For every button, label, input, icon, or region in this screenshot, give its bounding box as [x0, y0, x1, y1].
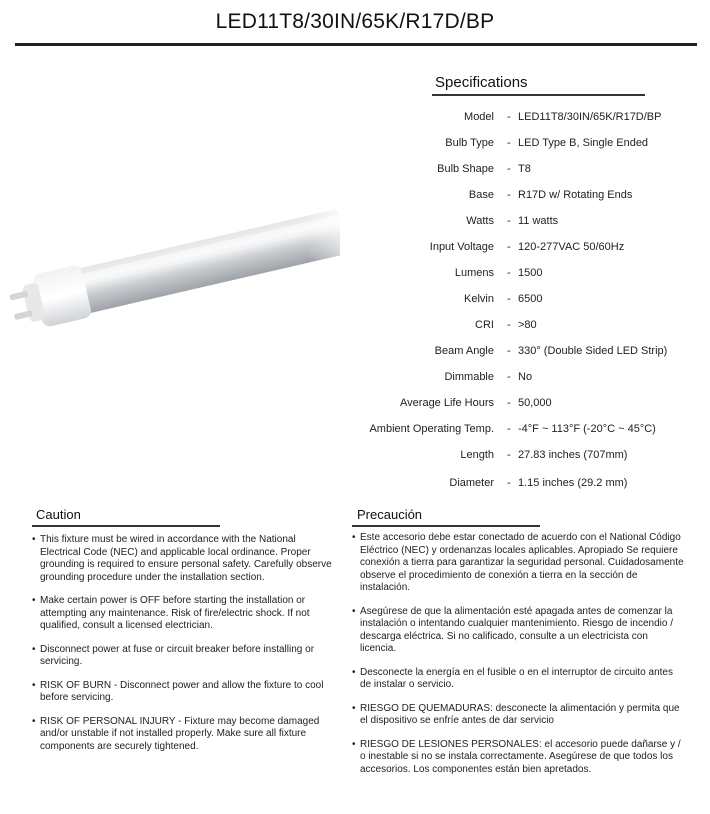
bullet-glyph: • — [32, 643, 36, 655]
spec-value: LED11T8/30IN/65K/R17D/BP — [518, 111, 662, 123]
caution-list — [34, 534, 334, 753]
spec-dash: - — [507, 111, 511, 123]
spec-row-input-voltage — [350, 238, 700, 256]
spec-label: Kelvin — [464, 293, 494, 305]
bullet-glyph: • — [352, 605, 356, 617]
spec-row-average-life-hours — [350, 394, 700, 412]
spec-dash: - — [507, 267, 511, 279]
led-tube-image — [0, 190, 340, 350]
list-item — [354, 532, 684, 595]
spec-row-length — [350, 446, 700, 464]
caution-divider — [32, 525, 220, 527]
led-tube-illustration — [0, 190, 340, 350]
spec-label: Lumens — [454, 267, 494, 279]
spec-value: R17D w/ Rotating Ends — [518, 189, 633, 201]
spec-dash: - — [507, 163, 511, 175]
spec-dash: - — [507, 477, 511, 489]
caution-text: Make certain power is OFF before starting the installation or attempting any maintenance. Risk of fire/electric shock. If not qualified, consult a licensed electrician. — [40, 595, 310, 631]
spec-value: 120-277VAC 50/60Hz — [518, 241, 625, 253]
caution-text: RISK OF BURN - Disconnect power and allow the fixture to cool before servicing. — [40, 679, 324, 703]
precaucion-text: Este accesorio debe estar conectado de acuerdo con el National Código Eléctrico (NEC) y ordenanzas locales aplicables. Apropiado Se requiere conexión a tierra para garantizar la seguridad personal. Cuidadosamente observe el procedimiento de conexión a tierra en la sección de instalación. — [360, 532, 684, 593]
caution-text: Disconnect power at fuse or circuit breaker before installing or servicing. — [40, 643, 315, 667]
precaucion-text: RIESGO DE QUEMADURAS: desconecte la alimentación y permita que el dispositivo se enfríe antes de dar servicio — [360, 702, 680, 726]
list-item — [354, 703, 684, 728]
spec-label: Base — [468, 189, 494, 201]
spec-value: 1500 — [518, 267, 543, 279]
bullet-glyph: • — [32, 534, 36, 545]
specifications-heading: Specifications — [435, 74, 528, 91]
spec-label: Length — [460, 449, 494, 461]
spec-dash: - — [507, 189, 511, 201]
caution-text: RISK OF PERSONAL INJURY - Fixture may become damaged and/or unstable if not installed properly. Make sure all fixture components are securely tightened. — [40, 715, 320, 752]
spec-value: 50,000 — [518, 397, 552, 409]
precaucion-text: RIESGO DE LESIONES PERSONALES: el accesorio puede dañarse y / o inestable si no se instala correctamente. Asegúrese de que todos los accesorios. Los componentes están bien apretados. — [360, 738, 681, 775]
spec-label: Bulb Type — [445, 137, 494, 149]
spec-row-lumens — [350, 264, 700, 282]
spec-value: T8 — [518, 163, 531, 175]
spec-value: 330° (Double Sided LED Strip) — [518, 345, 668, 357]
spec-row-kelvin — [350, 290, 700, 308]
bullet-glyph: • — [352, 702, 356, 714]
spec-dash: - — [507, 241, 511, 253]
spec-value: LED Type B, Single Ended — [518, 137, 649, 149]
precaucion-list — [354, 532, 684, 776]
caution-heading: Caution — [36, 507, 81, 522]
spec-dash: - — [507, 397, 511, 409]
spec-dash: - — [507, 319, 511, 331]
bullet-glyph: • — [32, 679, 36, 691]
spec-label: Bulb Shape — [437, 163, 494, 175]
spec-dash: - — [507, 449, 511, 461]
list-item — [354, 606, 684, 656]
spec-value: 27.83 inches (707mm) — [518, 449, 628, 461]
spec-value: 11 watts — [518, 215, 559, 227]
precaucion-text: Desconecte la energía en el fusible o en el interruptor de circuito antes de instalar o servicio. — [360, 666, 673, 690]
precaucion-divider — [352, 525, 540, 527]
spec-row-ambient-operating-temp — [350, 420, 700, 438]
title-divider — [15, 43, 697, 46]
spec-label: Ambient Operating Temp. — [369, 423, 494, 435]
spec-dash: - — [507, 345, 511, 357]
spec-label: Diameter — [449, 477, 494, 489]
precaucion-heading: Precaución — [357, 507, 423, 522]
spec-row-dimmable — [350, 368, 700, 386]
list-item — [34, 644, 334, 669]
spec-row-watts — [350, 212, 700, 230]
list-item — [354, 667, 684, 692]
spec-row-diameter — [350, 474, 700, 492]
spec-row-cri — [350, 316, 700, 334]
spec-row-beam-angle — [350, 342, 700, 360]
bullet-glyph: • — [32, 715, 36, 727]
spec-label: Dimmable — [444, 371, 494, 383]
spec-dash: - — [507, 215, 511, 227]
list-item — [34, 595, 334, 633]
page-title: LED11T8/30IN/65K/R17D/BP — [215, 10, 495, 33]
spec-dash: - — [507, 371, 511, 383]
list-item — [354, 739, 684, 777]
spec-row-base — [350, 186, 700, 204]
spec-value: No — [518, 371, 533, 383]
spec-value: 1.15 inches (29.2 mm) — [518, 477, 628, 489]
caution-text: This fixture must be wired in accordance with the National Electrical Code (NEC) and applicable local ordinance. Proper grounding is required to ensure personal safety. Carefully observe grounding procedure under the installation section. — [40, 534, 332, 583]
bullet-glyph: • — [352, 532, 356, 543]
specifications-divider — [432, 94, 645, 96]
spec-label: Beam Angle — [434, 345, 494, 357]
spec-label: Watts — [466, 215, 494, 227]
spec-row-bulb-shape — [350, 160, 700, 178]
spec-value: >80 — [518, 319, 537, 331]
list-item — [34, 680, 334, 705]
spec-dash: - — [507, 137, 511, 149]
list-item — [34, 534, 334, 584]
spec-label: Average Life Hours — [400, 397, 494, 409]
spec-value: -4°F ~ 113°F (-20°C ~ 45°C) — [518, 423, 656, 435]
spec-value: 6500 — [518, 293, 543, 305]
spec-dash: - — [507, 293, 511, 305]
bullet-glyph: • — [352, 666, 356, 678]
spec-label: CRI — [475, 319, 494, 331]
precaucion-text: Asegúrese de que la alimentación esté apagada antes de comenzar la instalación o intentando cualquier mantenimiento. Riesgo de incendio / descarga eléctrica. Si no calificado, consulte a un electricista con licencia. — [360, 605, 673, 654]
bullet-glyph: • — [32, 595, 36, 606]
list-item — [34, 716, 334, 754]
spec-dash: - — [507, 423, 511, 435]
spec-row-bulb-type — [350, 134, 700, 152]
bullet-glyph: • — [352, 738, 356, 750]
spec-label: Model — [464, 111, 494, 123]
spec-row-model — [350, 108, 700, 126]
spec-label: Input Voltage — [429, 241, 494, 253]
